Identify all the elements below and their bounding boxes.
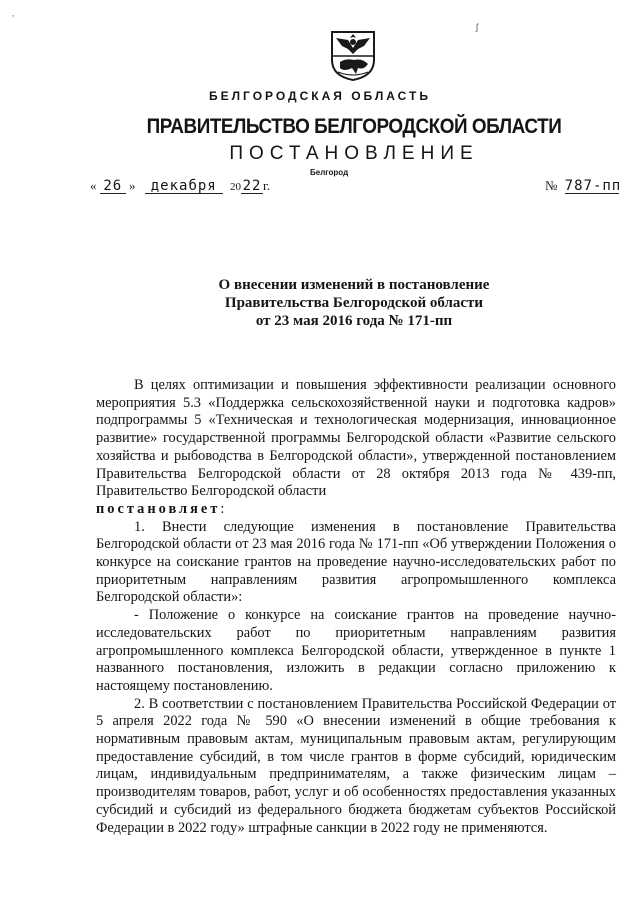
resolves-colon: : (220, 500, 225, 517)
date-open-quote: « (90, 178, 97, 193)
resolves-line (96, 501, 616, 519)
title-line-3: от 23 мая 2016 года № 171-пп (255, 313, 453, 329)
title-line-2: Правительства Белгородской области (224, 295, 484, 311)
item-2-paragraph: 2. В соответствии с постановлением Правительства Российской Федерации от 5 апреля 2022 года № 590 «О внесении изменений в общие требования к нормативным правовым актам, муниципальным правовым актам, регулирующим предоставление субсидий, в том числе грантов в форме субсидий, юридическим лицам, индивидуальным предпринимателям, а также физическим лицам – производителям товаров, работ, услуг и об особенностях предоставления указанных субсидий и субсидий из федерального бюджета бюджетам субъектов Российской Федерации в 2022 году» штрафные санкции в 2022 году не применяются. (96, 695, 616, 836)
item-1-paragraph: 1. Внести следующие изменения в постановление Правительства Белгородской области от 23 мая 2016 года № 171-пп «Об утверждении Положения о конкурсе на соискание грантов на проведение научно-исследовательских работ по приоритетным направлениям развития агропромышленного комплекса Белгородской области»: (96, 518, 616, 606)
scan-mark: ʃ (476, 22, 478, 32)
resolves-word: постановляет (96, 500, 221, 517)
city-name: Белгород (310, 168, 349, 177)
date-close-quote: » (129, 178, 136, 193)
document-date (90, 178, 270, 194)
date-day: 26 (100, 179, 126, 194)
number-label: № (545, 178, 558, 193)
region-name: БЕЛГОРОДСКАЯ ОБЛАСТЬ (209, 89, 431, 103)
number-value: 787-пп (564, 178, 622, 194)
government-title: ПРАВИТЕЛЬСТВО БЕЛГОРОДСКОЙ ОБЛАСТИ (146, 115, 562, 138)
date-year-suffix: 22 (242, 178, 262, 194)
date-month: декабря (145, 179, 223, 194)
document-title (0, 276, 640, 330)
title-line-1: О внесении изменений в постановление (218, 277, 490, 293)
coat-of-arms-icon (328, 28, 378, 82)
document-body (96, 377, 616, 837)
document-type: ПОСТАНОВЛЕНИЕ (229, 143, 479, 164)
date-year-label: г. (263, 178, 271, 193)
preamble-paragraph: В целях оптимизации и повышения эффективности реализации основного мероприятия 5.3 «Поддержка сельскохозяйственной науки и подготовка кадров» подпрограммы 5 «Техническая и технологическая модернизация, инновационное развитие» государственной программы Белгородской области «Развитие сельского хозяйства и рыбоводства в Белгородской области», утвержденной постановлением Правительства Белгородской области от 28 октября 2013 года № 439-пп, Правительство Белгородской области (96, 377, 616, 500)
date-year-prefix: 20 (230, 181, 241, 193)
document-number (545, 178, 622, 194)
scan-mark: ‚ (12, 8, 14, 18)
item-1-sub-paragraph: - Положение о конкурсе на соискание грантов на проведение научно-исследовательских работ по приоритетным направлениям развития агропромышленного комплекса Белгородской области, утвержденное в пункте 1 названного постановления, изложить в редакции согласно приложению к настоящему постановлению. (96, 607, 616, 694)
